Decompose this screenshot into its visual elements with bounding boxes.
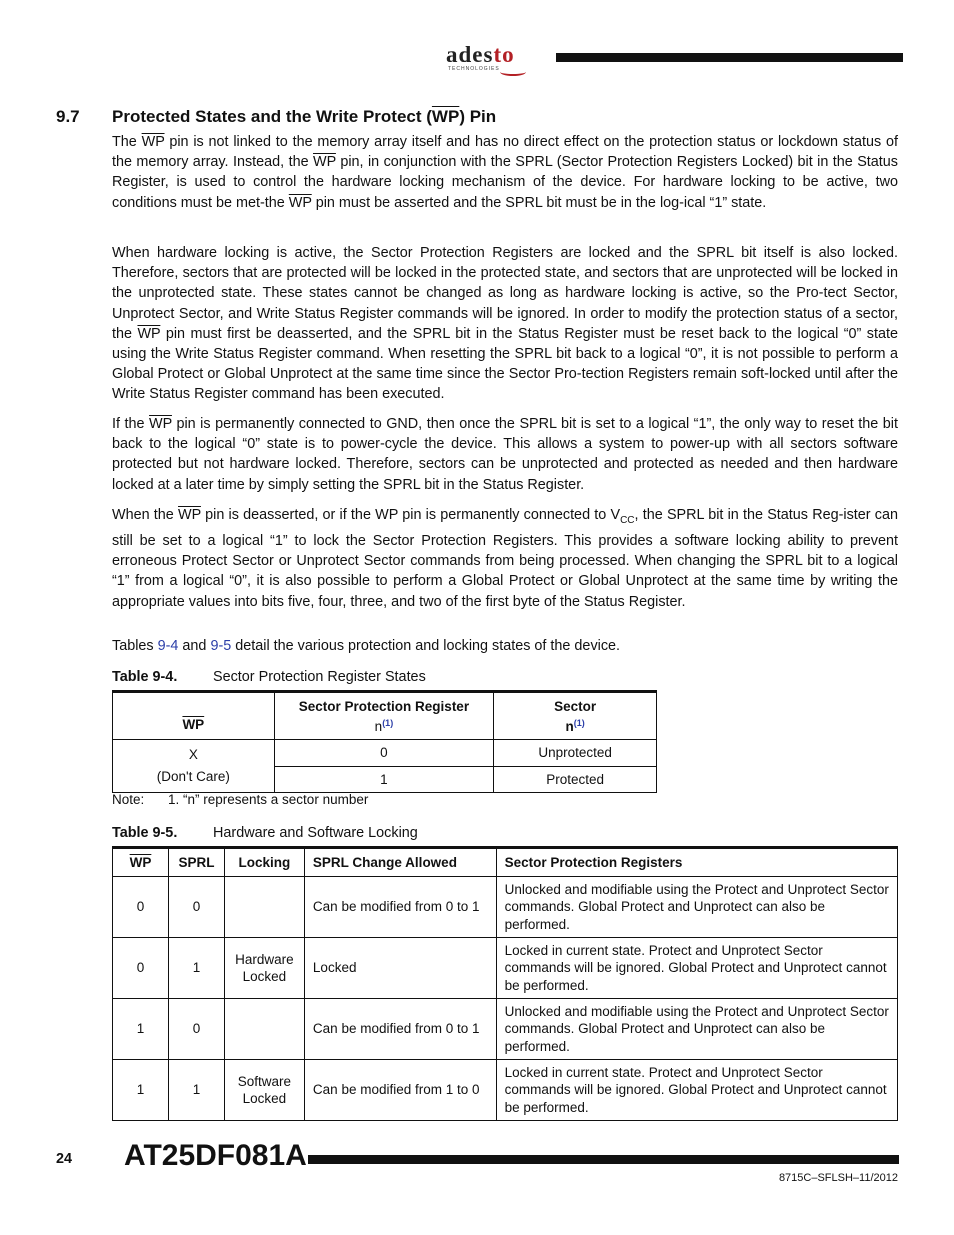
wp-cell: 0 — [113, 938, 169, 999]
footer-rule — [308, 1155, 899, 1164]
wp-x-value: X — [188, 747, 198, 762]
sector-state-cell: Unprotected — [494, 740, 657, 767]
header-sector — [494, 692, 657, 740]
note-text: 1. “n” represents a sector number — [168, 792, 369, 807]
wp-signal: $\overline{WP}$ — [149, 416, 172, 432]
header-spr-n: n — [374, 719, 383, 734]
header-sector-title: Sector — [554, 699, 597, 714]
footnote-ref[interactable]: (1) — [573, 718, 585, 728]
table-9-5-link[interactable]: 9-5 — [210, 638, 232, 654]
text: pin is deasserted, or if the WP pin is permanently connected to V — [200, 507, 621, 523]
change-cell: Locked — [304, 938, 496, 999]
wp-signal: $\overline{WP}$ — [288, 194, 312, 211]
text: When hardware locking is active, the Sector Protection Registers are locked and the SPRL bit itself is also locked. Therefore, sectors that are protected will be locked in the protected state, and sectors that are unprotected will be locked in the unprotected state. These states cannot be changed as long as hardware locking is active, so the Pro-tect Sector, Unprotect Sector, and Write Status Register commands will be ignored. In order to modify the protection status of a sector, the — [112, 245, 898, 342]
header-locking: Locking — [224, 848, 304, 877]
adesto-logo — [446, 42, 536, 76]
caption-text: Hardware and Software Locking — [213, 825, 418, 841]
sprl-cell: 1 — [168, 938, 224, 999]
wp-signal: $\overline{WP}$ — [313, 154, 336, 171]
sector-state-cell: Protected — [494, 766, 657, 793]
section-heading — [56, 107, 496, 127]
text: pin is not linked to the memory array itself and has no direct effect on the protection status or lockdown status of the memory array. Instead, the — [112, 134, 898, 171]
table-header-row — [113, 692, 657, 740]
change-cell: Can be modified from 1 to 0 — [304, 1060, 496, 1121]
caption-label: Table 9-4. — [112, 669, 178, 685]
table-row — [113, 1060, 898, 1121]
footnote-ref[interactable]: (1) — [382, 718, 394, 728]
text: pin must be asserted and the SPRL bit must be in the log-ical “1” state. — [311, 194, 767, 211]
text: Tables — [112, 638, 158, 654]
sector-protection-table — [112, 690, 657, 793]
paragraph-2 — [112, 243, 898, 405]
spr-cell: Locked in current state. Protect and Unprotect Sector commands will be ignored. Global Protect and Unprotect cannot be performed. — [496, 938, 897, 999]
logo-wordmark — [446, 42, 515, 68]
caption-label: Table 9-5. — [112, 825, 178, 841]
header-wp — [113, 692, 275, 740]
header-spr — [274, 692, 494, 740]
sprl-cell: 1 — [168, 1060, 224, 1121]
table-row — [113, 740, 657, 767]
wp-signal: $\overline{WP}$ — [178, 507, 201, 523]
wp-signal: $\overline{WP}$ — [141, 134, 165, 150]
caption-text: Sector Protection Register States — [213, 669, 426, 685]
locking-cell: Software Locked — [224, 1060, 304, 1121]
wp-signal: $\overline{WP}$ — [137, 325, 161, 342]
spr-cell: Unlocked and modifiable using the Protect and Unprotect Sector commands. Global Protect and Unprotect can also be performed. — [496, 877, 897, 938]
logo-subtext: TECHNOLOGIES — [448, 66, 500, 72]
n-cell: 0 — [274, 740, 494, 767]
spr-cell: Unlocked and modifiable using the Protect and Unprotect Sector commands. Global Protect and Unprotect can also be performed. — [496, 999, 897, 1060]
table-row — [113, 999, 898, 1060]
header-wp — [113, 848, 169, 877]
sprl-cell: 0 — [168, 999, 224, 1060]
document-code: 8715C–SFLSH–11/2012 — [778, 1172, 898, 1184]
text: and — [178, 638, 211, 654]
note-label: Note: — [112, 792, 145, 807]
change-cell: Can be modified from 0 to 1 — [304, 999, 496, 1060]
wp-x-note: (Don't Care) — [156, 769, 230, 784]
logo-text-main: ades — [446, 42, 494, 67]
wp-cell: 1 — [113, 999, 169, 1060]
text: , the SPRL bit in the Status Reg-ister can still be set to a logical “1” to lock the Sector Protection Registers. This provides a software locking ability to prevent erroneous Protect Sector or Unprotect Sector commands from being processed. When changing the SPRL bit to a logical “1” from a logical “0”, it is also possible to perform a Global Protect or Global Unprotect at the same time by writing the appropriate values into bits five, four, three, and two of the first byte of the Status Register. — [112, 507, 898, 610]
text: If the — [112, 416, 150, 432]
paragraph-3 — [112, 414, 898, 495]
locking-cell — [224, 999, 304, 1060]
header-sprl-change: SPRL Change Allowed — [304, 848, 496, 877]
section-title-post: ) Pin — [459, 107, 497, 126]
sprl-cell: 0 — [168, 877, 224, 938]
header-sector-n: n — [565, 719, 574, 734]
paragraph-4 — [112, 505, 898, 612]
wp-dont-care-cell — [113, 740, 275, 793]
paragraph-5 — [112, 636, 898, 656]
change-cell: Can be modified from 0 to 1 — [304, 877, 496, 938]
header-wp-label: $\overline{WP}$ — [182, 717, 205, 732]
section-title-pre: Protected States and the Write Protect ( — [112, 107, 432, 126]
paragraph-1 — [112, 132, 898, 213]
document-title: AT25DF081A — [124, 1139, 307, 1172]
header-rule — [556, 53, 903, 62]
header-sprl: SPRL — [168, 848, 224, 877]
table-9-4-caption — [112, 668, 426, 686]
spr-cell: Locked in current state. Protect and Unprotect Sector commands will be ignored. Global Protect and Unprotect cannot be performed. — [496, 1060, 897, 1121]
vcc-subscript: CC — [620, 514, 635, 526]
n-cell: 1 — [274, 766, 494, 793]
logo-swoosh-icon — [500, 68, 526, 76]
text: pin must first be deasserted, and the SPRL bit in the Status Register must be reset back to the logical “0” state using the Write Status Register command. When resetting the SPRL bit back to a logical “0”, it is not possible to perform a Global Protect or Global Unprotect at the same time since the Sector Pro-tection Registers remain soft-locked until after the Write Status Register command has been executed. — [112, 325, 898, 403]
page-number: 24 — [56, 1151, 73, 1167]
header-wp-label: $\overline{WP}$ — [129, 855, 152, 870]
table-header-row — [113, 848, 898, 877]
text: detail the various protection and locking states of the device. — [231, 638, 621, 654]
header-spr: Sector Protection Registers — [496, 848, 897, 877]
text: pin, in conjunction with the SPRL (Sector Protection Registers Locked) bit in the Status Register, is used to control the hardware locking mechanism of the device. For hardware locking to be active, two conditions must be met-the — [112, 154, 898, 211]
table-note — [112, 792, 368, 808]
table-9-5-caption — [112, 824, 418, 842]
text: When the — [112, 507, 179, 523]
wp-cell: 1 — [113, 1060, 169, 1121]
section-number: 9.7 — [56, 107, 80, 126]
table-row — [113, 877, 898, 938]
table-9-4-link[interactable]: 9-4 — [157, 638, 179, 654]
text: The — [112, 134, 142, 150]
table-row — [113, 938, 898, 999]
text: pin is permanently connected to GND, then once the SPRL bit is set to a logical “1”, the only way to reset the bit back to the logical “0” state is to power-cycle the device. This allows a system to power-up with all sectors software protected but not hardware locked. Therefore, sectors can be unprotected and protected as needed and then hardware locked at a later time by simply setting the SPRL bit in the Status Register. — [112, 416, 899, 493]
hardware-software-locking-table — [112, 846, 898, 1121]
logo-text-accent: to — [493, 42, 515, 67]
section-title-wp: $\overline{WP}$ — [431, 107, 460, 126]
locking-cell — [224, 877, 304, 938]
header-spr-title: Sector Protection Register — [298, 699, 470, 714]
locking-cell: Hardware Locked — [224, 938, 304, 999]
wp-cell: 0 — [113, 877, 169, 938]
